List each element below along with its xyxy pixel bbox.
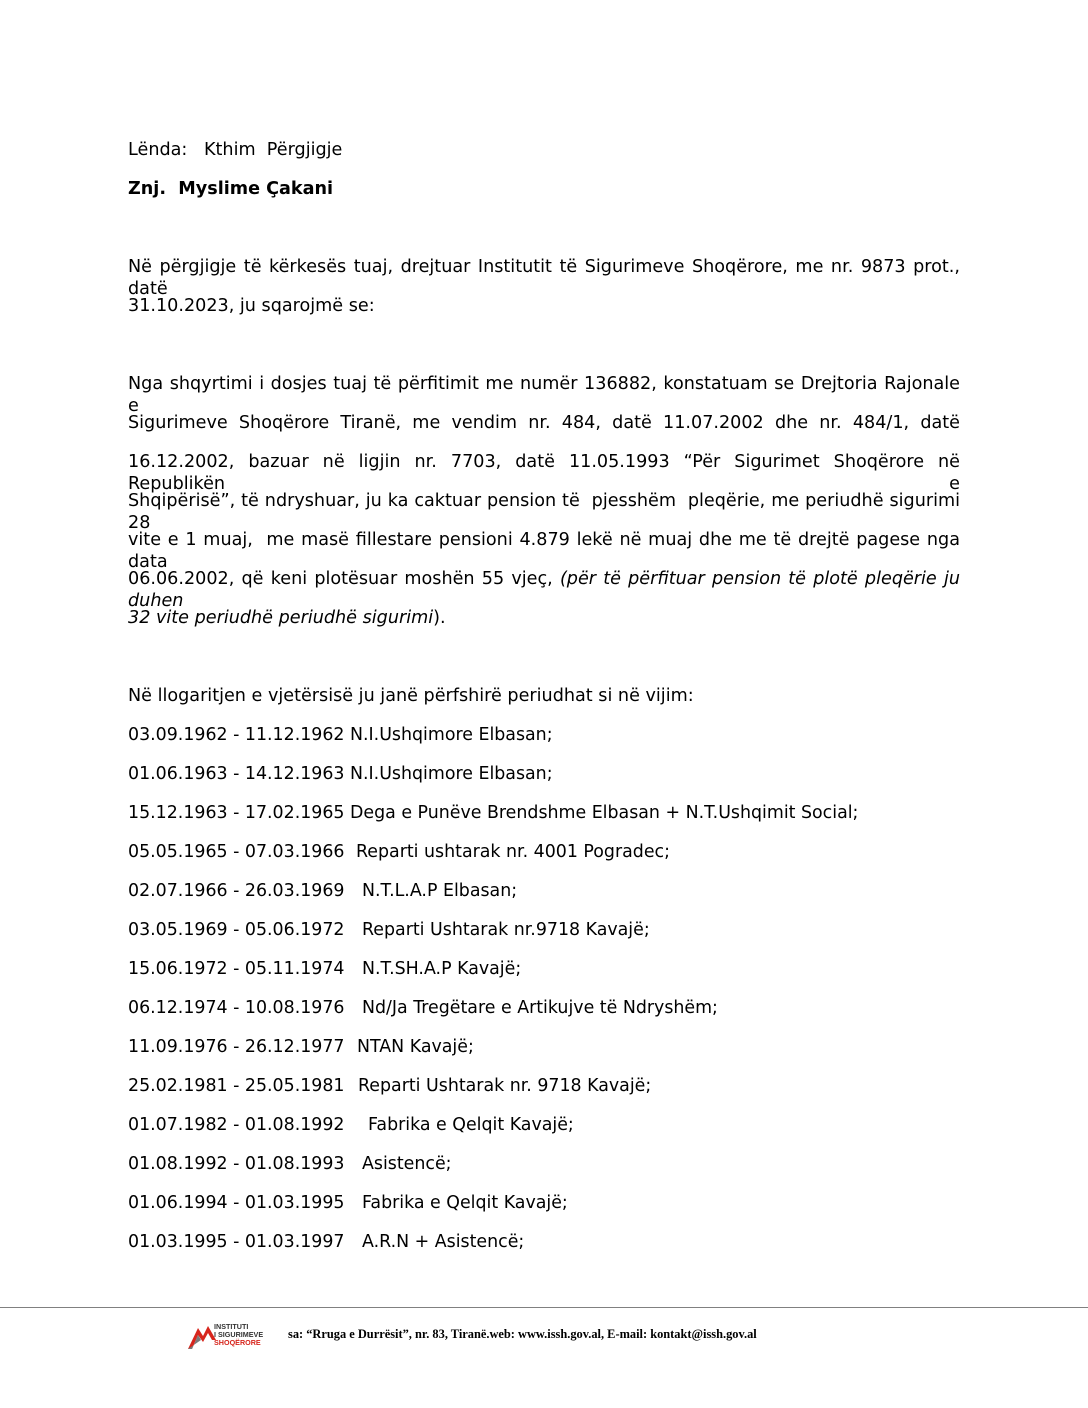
period-place: N.T.SH.A.P Kavajë; — [362, 959, 522, 979]
subject-value: Kthim Përgjigje — [204, 140, 343, 160]
period-place: Fabrika e Qelqit Kavajë; — [368, 1115, 574, 1135]
period-dates: 01.06.1963 - 14.12.1963 — [128, 764, 345, 784]
period-row — [128, 841, 670, 863]
subject-line — [128, 139, 342, 161]
addressee: Znj. Myslime Çakani — [128, 179, 334, 199]
period-place: NTAN Kavajë; — [357, 1037, 474, 1057]
subject-label: Lënda: — [128, 140, 188, 160]
body-line-7-tail: ). — [433, 608, 446, 628]
period-dates: 01.06.1994 - 01.03.1995 — [128, 1193, 345, 1213]
body-line-6-plain: 06.06.2002, që keni plotësuar moshën 55 vjeç, — [128, 569, 560, 589]
period-dates: 03.09.1962 - 11.12.1962 — [128, 725, 345, 745]
period-row — [128, 802, 858, 824]
body-line-2: Sigurimeve Shoqërore Tiranë, me vendim nr. 484, datë 11.07.2002 dhe nr. 484/1, datë — [128, 413, 960, 433]
period-place: Fabrika e Qelqit Kavajë; — [362, 1193, 568, 1213]
logo-text-line-3: SHOQËRORE — [214, 1338, 261, 1347]
period-dates: 25.02.1981 - 25.05.1981 — [128, 1076, 345, 1096]
body-line-7 — [128, 607, 446, 629]
period-place: N.T.L.A.P Elbasan; — [362, 881, 518, 901]
footer-divider — [0, 1307, 1088, 1308]
intro-line-1: Në përgjigje të kërkesës tuaj, drejtuar Institutit të Sigurimeve Shoqërore, me nr. 9873 prot., datë — [128, 257, 960, 299]
periods-intro: Në llogaritjen e vjetërsisë ju janë përfshirë periudhat si në vijim: — [128, 686, 694, 706]
intro-line-2: 31.10.2023, ju sqarojmë se: — [128, 296, 375, 316]
period-row — [128, 1114, 574, 1136]
period-dates: 02.07.1966 - 26.03.1969 — [128, 881, 345, 901]
footer-address: sa: “Rruga e Durrësit”, nr. 83, Tiranë.web: www.issh.gov.al, E-mail: kontakt@issh.gov.al — [288, 1327, 757, 1341]
period-row — [128, 1231, 524, 1253]
body-line-7-italic: 32 vite periudhë periudhë sigurimi — [128, 608, 434, 628]
period-row — [128, 919, 650, 941]
period-place: Asistencë; — [362, 1154, 452, 1174]
body-line-4: Shqipërisë”, të ndryshuar, ju ka caktuar pension të pjesshëm pleqërie, me periudhë sigurimi 28 — [128, 491, 966, 533]
period-dates: 03.05.1969 - 05.06.1972 — [128, 920, 345, 940]
period-row — [128, 1192, 568, 1214]
period-dates: 11.09.1976 - 26.12.1977 — [128, 1037, 345, 1057]
body-line-5: vite e 1 muaj, me masë fillestare pensioni 4.879 lekë në muaj dhe me të drejtë pagese nga data — [128, 530, 966, 572]
period-dates: 15.06.1972 - 05.11.1974 — [128, 959, 345, 979]
period-dates: 01.08.1992 - 01.08.1993 — [128, 1154, 345, 1174]
period-place: Dega e Punëve Brendshme Elbasan + N.T.Ushqimit Social; — [350, 803, 859, 823]
period-place: Reparti Ushtarak nr.9718 Kavajë; — [362, 920, 650, 940]
period-dates: 15.12.1963 - 17.02.1965 — [128, 803, 345, 823]
period-row — [128, 997, 718, 1019]
period-place: N.I.Ushqimore Elbasan; — [350, 764, 553, 784]
period-dates: 05.05.1965 - 07.03.1966 — [128, 842, 345, 862]
period-place: A.R.N + Asistencë; — [362, 1232, 525, 1252]
period-row — [128, 1036, 474, 1058]
logo-text-line-1: INSTITUTI — [214, 1322, 249, 1331]
body-line-6-italic: (për të përfituar pension të plotë pleqërie ju duhen — [128, 569, 960, 611]
period-dates: 01.03.1995 - 01.03.1997 — [128, 1232, 345, 1252]
period-row — [128, 1153, 452, 1175]
period-place: Nd/Ja Tregëtare e Artikujve të Ndryshëm; — [362, 998, 718, 1018]
period-row — [128, 724, 553, 746]
period-row — [128, 763, 553, 785]
period-dates: 01.07.1982 - 01.08.1992 — [128, 1115, 345, 1135]
body-line-6 — [128, 568, 960, 612]
logo-text-line-2: I SIGURIMEVE — [214, 1330, 264, 1339]
period-row — [128, 958, 521, 980]
period-row — [128, 1075, 651, 1097]
period-dates: 06.12.1974 - 10.08.1976 — [128, 998, 345, 1018]
period-place: N.I.Ushqimore Elbasan; — [350, 725, 553, 745]
period-place: Reparti ushtarak nr. 4001 Pogradec; — [356, 842, 670, 862]
period-row — [128, 880, 517, 902]
period-place: Reparti Ushtarak nr. 9718 Kavajë; — [358, 1076, 652, 1096]
issh-logo-text — [214, 1323, 263, 1347]
body-line-1: Nga shqyrtimi i dosjes tuaj të përfitimit me numër 136882, konstatuam se Drejtoria Rajonale e — [128, 374, 960, 416]
body-line-3: 16.12.2002, bazuar në ligjin nr. 7703, datë 11.05.1993 “Për Sigurimet Shoqërore në Republikën e — [128, 452, 960, 494]
